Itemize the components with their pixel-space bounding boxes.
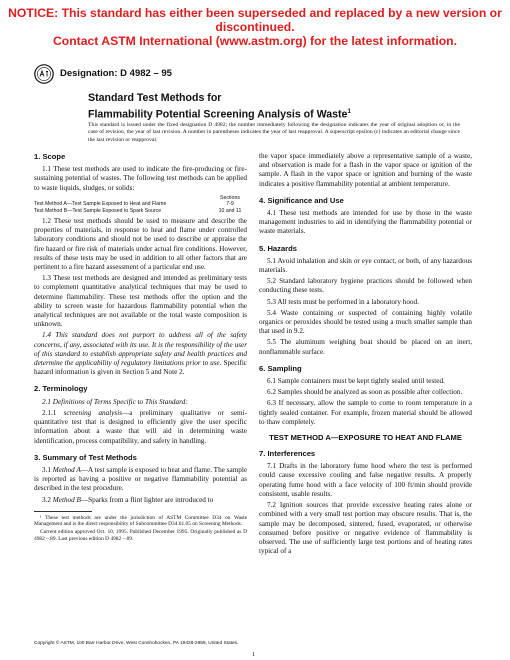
sections-row [34,208,247,214]
para-6-2: 6.2 Samples should be analyzed as soon as possible after collection. [267,388,463,397]
sections-row-label: Test Method B—Test Sample Exposed to Spark Source [34,207,162,214]
title-line-1: Standard Test Methods for [88,92,222,104]
para-3-2 [34,496,247,505]
section-2-heading: 2. Terminology [34,384,88,394]
term-screening-analysis: screening analysis [63,408,123,417]
section-7-heading: 7. Interferences [259,449,316,459]
sections-row-num: 7-9 [226,201,234,208]
title-footnote-mark: 1 [347,108,352,115]
right-column [259,152,472,558]
test-method-a-heading: TEST METHOD A—EXPOSURE TO HEAT AND FLAME [269,433,462,443]
para-3-1 [34,466,247,494]
para-5-4: 5.4 Waste containing or suspected of containing highly volatile organics or peroxides should be tested using a much smaller sample than that used in 9.2. [259,308,472,336]
para-4-1: 4.1 These test methods are intended for use by those in the waste management industries to aid in identifying the flammability potential or waste materials. [259,209,472,236]
para-5-3: 5.3 All tests must be performed in a laboratory hood. [267,297,419,306]
sections-header: Sections [220,194,240,201]
para-6-1: 6.1 Sample containers must be kept tightly sealed until tested. [267,377,445,386]
para-1-4-tail: Specific hazard information is given in Section 5 and Note 2. [34,359,248,377]
sections-table [34,195,247,214]
footnotes [34,515,247,542]
para-3-2-cont: the vapor space immediately above a representative sample of a waste, and observation is made for a flash in the vapor space or ignition of the sample. A flash in the vapor space or ignition and burning of the waste indicates a positive flammability potential at ambient temperature. [259,152,472,188]
title-line-2 [88,105,448,122]
footnote-1: ¹ These test methods are under the jurisdiction of ASTM Committee D34 on Waste Management and is the direct responsibility of Subcommittee D34.01.05 on Screening Methods. [34,514,247,528]
title-line-2-text: Flammability Potential Screening Analysis of Waste [88,108,348,121]
copyright: Copyright © ASTM, 100 Barr Harbor Drive, West Conshohocken, PA 19428-2959, United States. [34,641,239,646]
left-column [34,152,247,543]
para-2-1-1 [34,409,247,446]
notice-line-2: Contact ASTM International (www.astm.org) for the latest information. [52,34,457,48]
para-5-1: 5.1 Avoid inhalation and skin or eye contact, or both, of any hazardous materials. [259,256,472,275]
para-3-1-text: —A test sample is exposed to heat and flame. The sample is reported as having a positive or negative flammability potential as described in the test procedure. [34,465,248,493]
para-7-1: 7.1 Drafts in the laboratory fume hood where the test is performed could cause excessive cooling and false negative results. A properly operating fume hood with a face velocity of 100 ft/min should provide consistent, usable results. [259,462,472,498]
footnote-rule [34,511,92,512]
para-3-2-num: 3.2 [42,495,53,504]
para-1-3: 1.3 These test methods are designed and intended as preliminary tests to complement quantitative analytical techniques that may be used to determine flammability. These test methods offer the option and the ability to screen waste for hazardous flammability potential when the analytical techniques are not available or the total waste composition is unknown. [34,274,247,329]
para-7-2: 7.2 Ignition sources that provide excessive heating rates alone or combined with a very small test portion may obscure results. That is, the sample may be decomposed, sintered, fused, evaporated, or otherwise consumed before positive or negative evidence of flammability is observed. The use of sufficiently large test portions and of heating rates typical of a [259,501,472,556]
term-method-b: Method B [52,495,81,504]
section-3-heading: 3. Summary of Test Methods [34,452,137,462]
sections-row-num: 10 and 11 [218,207,242,214]
para-2-1-1-num: 2.1.1 [42,408,64,417]
document-title [88,92,448,122]
notice-line-1: NOTICE: This standard has either been superseded and replaced by a new version or discontinued. [8,6,502,34]
para-5-2: 5.2 Standard laboratory hygiene practices should be followed when conducting these tests. [259,277,472,295]
section-5-heading: 5. Hazards [259,243,297,253]
section-6-heading: 6. Sampling [259,363,302,373]
sections-row-label: Test Method A—Test Sample Exposed to Heat and Flame [34,201,167,208]
designation: Designation: D 4982 – 95 [60,68,172,79]
page-number: 1 [252,651,256,658]
term-method-a: Method A [52,465,81,474]
para-2-1-text: 2.1 Definitions of Terms Specific to This Standard: [42,397,188,406]
footnote-2: Current edition approved Oct. 10, 1995. Published December 1995. Originally published as D 4982 – 89. Last previous edition D 4982 – 89. [34,528,247,542]
para-1-4 [34,331,247,377]
para-3-1-num: 3.1 [42,465,53,474]
section-1-heading: 1. Scope [34,152,66,161]
section-4-heading: 4. Significance and Use [259,195,344,205]
para-1-1: 1.1 These test methods are used to indicate the fire-producing or fire-sustaining potential of wastes. The following test methods can be applied to waste liquids, sludges, or solids: [34,165,247,192]
para-1-2: 1.2 These test methods should be used to measure and describe the properties of materials, in response to heat and flame under controlled laboratory conditions and should not be used to describe or appraise the fire hazard or fire risk of materials under actual fire conditions. However, results of these tests may be used in addition to all other factors that are pertinent to a fire hazard assessment of a particular end use. [34,217,247,272]
para-1-4-italic: 1.4 This standard does not purport to address all of the safety concerns, if any, associated with its use. It is the responsibility of the user of this standard to establish appropriate safety and health practices and determine the applicability of regulatory limitations prior to use. [34,331,247,368]
para-2-1-1-text: —a preliminary qualitative or semi-quantitative test that is designed to efficiently give the user specific information about a waste that will aid in determining waste identification, process compatibility, and safety in handling. [34,408,247,445]
para-5-5: 5.5 The aluminum weighing boat should be placed on an inert, nonflammable surface. [259,338,472,356]
para-6-3: 6.3 If necessary, allow the sample to come to room temperature in a tightly sealed container. For example, frozen material should be allowed to thaw completely. [259,399,472,426]
notice-banner [0,6,510,48]
issued-note: This standard is issued under the fixed designation D 4982; the number immediately following the designation indicates the year of original adoption or, in the case of revision, the year of last revision. A number in parentheses indicates the year of last reapproval. A superscript epsilon (ε) indicates an editorial change since the last revision or reapproval. [88,122,460,143]
para-3-2-text: —Sparks from a flint lighter are introduced to [80,495,214,504]
para-2-1 [34,398,247,407]
astm-logo-icon [34,64,54,84]
